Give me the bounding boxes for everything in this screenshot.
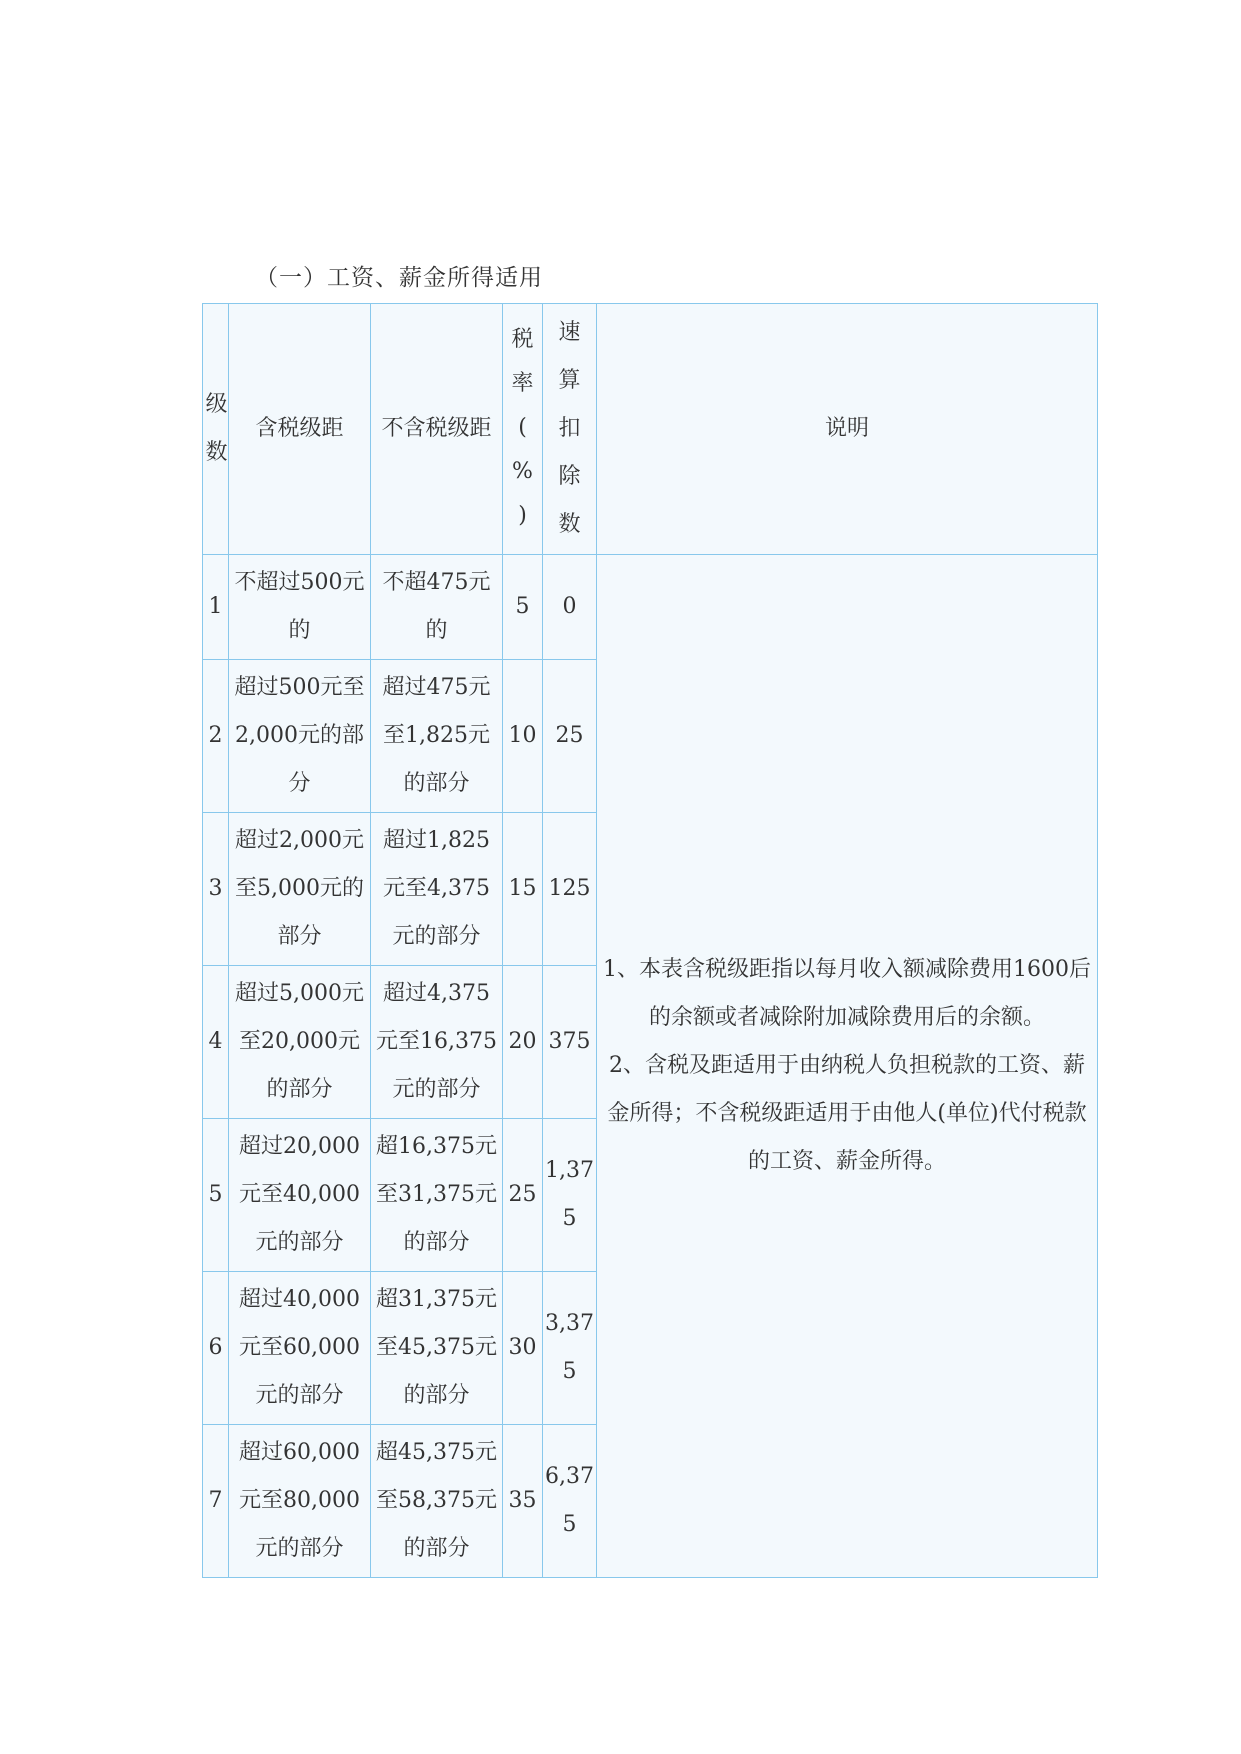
cell-taxable-range: 超过60,000元至80,000元的部分 — [229, 1425, 371, 1578]
cell-taxable-range: 超过500元至2,000元的部分 — [229, 660, 371, 813]
cell-deduction: 6,375 — [543, 1425, 597, 1578]
cell-rate: 25 — [503, 1119, 543, 1272]
tax-rate-table — [202, 303, 1098, 1578]
cell-rate: 15 — [503, 813, 543, 966]
cell-deduction: 25 — [543, 660, 597, 813]
cell-level: 1 — [203, 555, 229, 660]
cell-rate: 20 — [503, 966, 543, 1119]
cell-non-taxable-range: 超过475元至1,825元的部分 — [371, 660, 503, 813]
cell-rate: 35 — [503, 1425, 543, 1578]
cell-non-taxable-range: 超31,375元至45,375元的部分 — [371, 1272, 503, 1425]
cell-level: 2 — [203, 660, 229, 813]
cell-non-taxable-range: 超过4,375元至16,375元的部分 — [371, 966, 503, 1119]
cell-deduction: 1,375 — [543, 1119, 597, 1272]
table-row — [203, 555, 1098, 660]
cell-non-taxable-range: 不超475元的 — [371, 555, 503, 660]
cell-taxable-range: 不超过500元的 — [229, 555, 371, 660]
header-deduction: 速算扣除数 — [543, 304, 597, 555]
cell-taxable-range: 超过2,000元至5,000元的部分 — [229, 813, 371, 966]
header-level: 级数 — [203, 304, 229, 555]
table-header-row — [203, 304, 1098, 555]
cell-taxable-range: 超过40,000元至60,000元的部分 — [229, 1272, 371, 1425]
note-cell — [597, 555, 1098, 1578]
cell-rate: 30 — [503, 1272, 543, 1425]
note-line: 2、含税及距适用于由纳税人负担税款的工资、薪金所得；不含税级距适用于由他人(单位)代付税款的工资、薪金所得。 — [607, 1053, 1087, 1174]
cell-deduction: 125 — [543, 813, 597, 966]
cell-taxable-range: 超过5,000元至20,000元的部分 — [229, 966, 371, 1119]
cell-rate: 5 — [503, 555, 543, 660]
cell-level: 7 — [203, 1425, 229, 1578]
header-note: 说明 — [597, 304, 1098, 555]
cell-level: 4 — [203, 966, 229, 1119]
cell-level: 3 — [203, 813, 229, 966]
header-non-taxable-range: 不含税级距 — [371, 304, 503, 555]
cell-non-taxable-range: 超45,375元至58,375元的部分 — [371, 1425, 503, 1578]
header-rate: 税率(%) — [503, 304, 543, 555]
cell-deduction: 375 — [543, 966, 597, 1119]
cell-deduction: 0 — [543, 555, 597, 660]
section-title: （一）工资、薪金所得适用 — [255, 265, 543, 291]
cell-level: 6 — [203, 1272, 229, 1425]
cell-rate: 10 — [503, 660, 543, 813]
header-taxable-range: 含税级距 — [229, 304, 371, 555]
cell-taxable-range: 超过20,000元至40,000元的部分 — [229, 1119, 371, 1272]
cell-non-taxable-range: 超过1,825元至4,375元的部分 — [371, 813, 503, 966]
note-line: 1、本表含税级距指以每月收入额减除费用1600后的余额或者减除附加减除费用后的余额。 — [603, 957, 1091, 1030]
cell-non-taxable-range: 超16,375元至31,375元的部分 — [371, 1119, 503, 1272]
cell-deduction: 3,375 — [543, 1272, 597, 1425]
cell-level: 5 — [203, 1119, 229, 1272]
